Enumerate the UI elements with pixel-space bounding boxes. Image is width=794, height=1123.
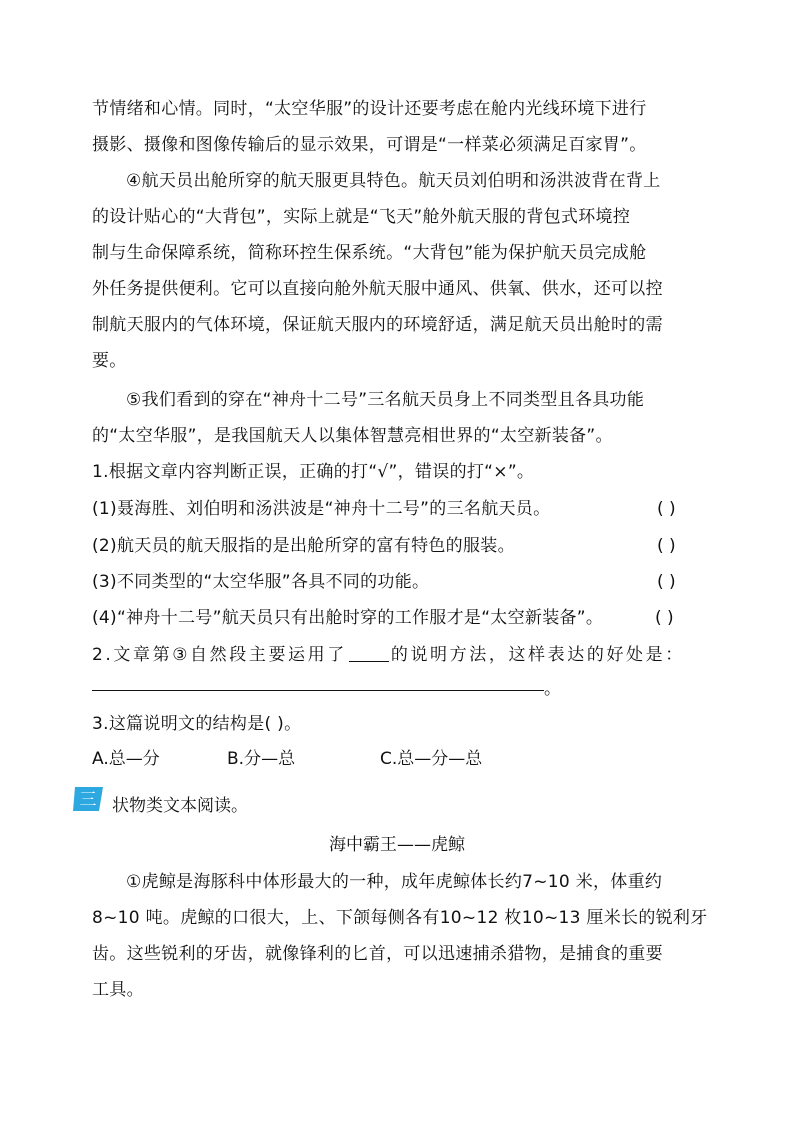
question-1-item-1: (1)聂海胜、刘伯明和汤洪波是“神舟十二号”的三名航天员。 [92, 499, 551, 519]
paragraph-line: 8~10 吨。虎鲸的口很大，上、下颌每侧各有10~12 枚10~13 厘米长的锐利牙 [92, 908, 708, 928]
question-2-text-before: 2.文章第③自然段主要运用了 [92, 645, 347, 665]
choice-b[interactable]: B.分—总 [227, 749, 296, 769]
question-3-stem: 3.这篇说明文的结构是( )。 [92, 714, 302, 734]
question-1-item-3: (3)不同类型的“太空华服”各具不同的功能。 [92, 572, 430, 592]
paragraph-line: 制与生命保障系统，简称环控生保系统。“大背包”能为保护航天员完成舱 [92, 243, 647, 263]
paragraph-line: 的设计贴心的“大背包”，实际上就是“飞天”舱外航天服的背包式环境控 [92, 207, 631, 227]
answer-paren[interactable]: ( ) [657, 572, 676, 592]
article-title: 海中霸王——虎鲸 [329, 835, 465, 855]
paragraph-line: 外任务提供便利。它可以直接向舱外航天服中通风、供氧、供水，还可以控 [92, 279, 663, 299]
question-1-item-2: (2)航天员的航天服指的是出舱所穿的富有特色的服装。 [92, 536, 515, 556]
paragraph-line: 制航天服内的气体环境，保证航天服内的环境舒适，满足航天员出舱时的需 [92, 315, 663, 335]
paragraph-line: 节情绪和心情。同时，“太空华服”的设计还要考虑在舱内光线环境下进行 [92, 99, 647, 119]
question-1-stem: 1.根据文章内容判断正误，正确的打“√”，错误的打“×”。 [92, 462, 535, 482]
badge-label: 三 [79, 790, 97, 810]
answer-line[interactable] [92, 690, 544, 691]
paragraph-line: 要。 [92, 351, 127, 371]
question-1-item-4: (4)“神舟十二号”航天员只有出舱时穿的工作服才是“太空新装备”。 [92, 608, 604, 628]
section-number-badge [73, 787, 103, 811]
method-blank[interactable] [349, 645, 389, 662]
paragraph-line: 摄影、摄像和图像传输后的显示效果，可谓是“一样菜必须满足百家胃”。 [92, 135, 647, 155]
choice-c[interactable]: C.总—分—总 [380, 749, 483, 769]
question-2-stem [92, 644, 685, 666]
choice-a[interactable]: A.总—分 [92, 749, 160, 769]
answer-paren[interactable]: ( ) [657, 536, 676, 556]
section-title: 状物类文本阅读。 [112, 796, 248, 816]
paragraph-line: ④航天员出舱所穿的航天服更具特色。航天员刘伯明和汤洪波背在背上 [126, 171, 661, 191]
question-2-text-after: 的说明方法，这样表达的好处是： [390, 645, 685, 665]
period-mark: 。 [544, 679, 561, 699]
paragraph-line: ⑤我们看到的穿在“神舟十二号”三名航天员身上不同类型且各具功能 [126, 390, 645, 410]
paragraph-line: 工具。 [92, 980, 144, 1000]
paragraph-line: ①虎鲸是海豚科中体形最大的一种，成年虎鲸体长约7~10 米，体重约 [126, 872, 663, 892]
paragraph-line: 的“太空华服”，是我国航天人以集体智慧亮相世界的“太空新装备”。 [92, 426, 613, 446]
answer-paren[interactable]: ( ) [655, 608, 674, 628]
answer-paren[interactable]: ( ) [657, 499, 676, 519]
paragraph-line: 齿。这些锐利的牙齿，就像锋利的匕首，可以迅速捕杀猎物，是捕食的重要 [92, 944, 663, 964]
